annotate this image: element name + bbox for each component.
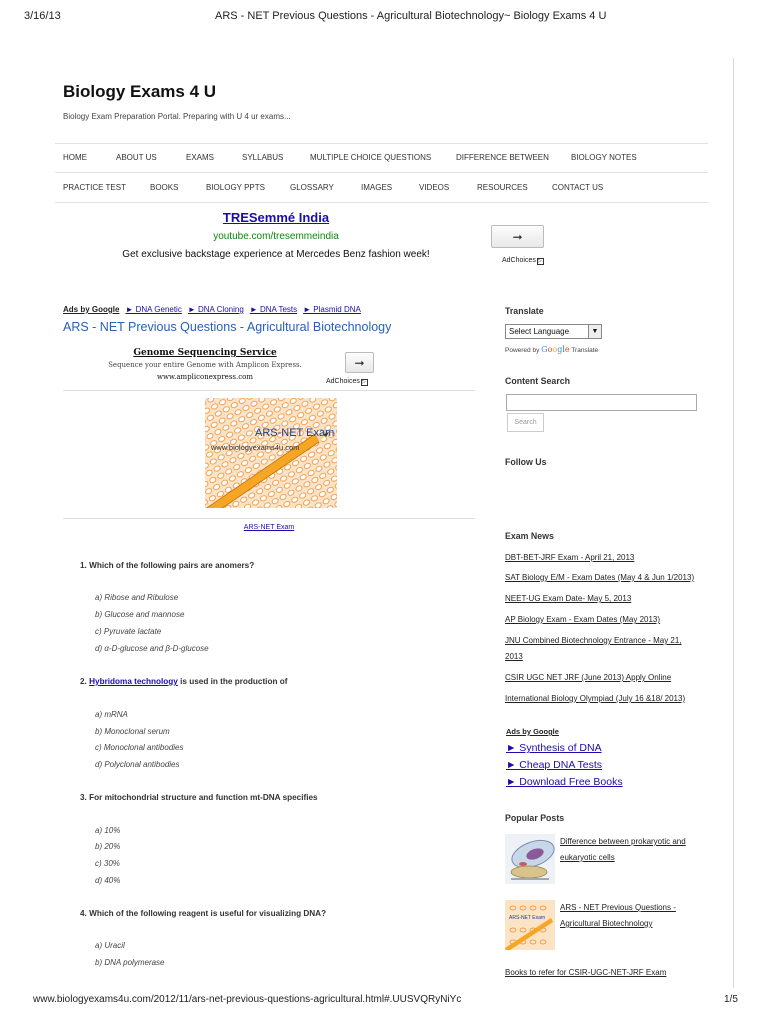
question-3-option-d: d) 40% bbox=[95, 876, 121, 885]
thumbnail-text: ARS-NET Exam bbox=[509, 915, 546, 921]
image-text-title: ARS-NET Exam bbox=[255, 427, 335, 439]
search-button[interactable]: Search bbox=[507, 413, 544, 432]
question-4: 4. Which of the following reagent is useful for visualizing DNA? bbox=[80, 909, 327, 918]
nav-item-multiple-choice-questions[interactable]: MULTIPLE CHOICE QUESTIONS bbox=[310, 153, 432, 162]
question-1-option-c: c) Pyruvate lactate bbox=[95, 627, 162, 636]
nav-item-about-us[interactable]: ABOUT US bbox=[116, 153, 157, 162]
arrow-right-icon: ➞ bbox=[512, 229, 523, 244]
sidebar-ad-link-download-free-books[interactable]: ► Download Free Books bbox=[506, 776, 623, 788]
image-text-url: www.biologyexams4u.com bbox=[211, 443, 300, 452]
inline-ad-title[interactable]: Genome Sequencing Service bbox=[133, 348, 277, 358]
exam-news-item[interactable]: CSIR UGC NET JRF (June 2013) Apply Online bbox=[505, 673, 672, 682]
nav-item-resources[interactable]: RESOURCES bbox=[477, 183, 528, 192]
ad-link-dna-genetic[interactable]: ► DNA Genetic bbox=[125, 305, 182, 314]
question-2: 2. Hybridoma technology is used in the production of bbox=[80, 677, 288, 686]
question-1-option-a: a) Ribose and Ribulose bbox=[95, 593, 179, 602]
site-tagline: Biology Exam Preparation Portal. Preparing with U 4 ur exams... bbox=[63, 112, 291, 121]
ars-net-exam-image bbox=[205, 398, 337, 508]
search-input[interactable] bbox=[506, 394, 697, 411]
nav-item-practice-test[interactable]: PRACTICE TEST bbox=[63, 183, 126, 192]
print-date: 3/16/13 bbox=[24, 10, 61, 22]
translate-label: Translate bbox=[571, 347, 599, 354]
ad-link-plasmid-dna[interactable]: ► Plasmid DNA bbox=[303, 305, 361, 314]
exam-news-item[interactable]: International Biology Olympiad (July 16 &18/ 2013) bbox=[505, 694, 686, 703]
question-2-option-c: c) Monoclonal antibodies bbox=[95, 743, 184, 752]
top-ad-description: Get exclusive backstage experience at Mercedes Benz fashion week! bbox=[122, 249, 430, 260]
sidebar-ads-by-google-label[interactable]: Ads by Google bbox=[506, 727, 559, 736]
page-edge-rule bbox=[733, 58, 734, 988]
nav-divider-bottom bbox=[55, 202, 708, 203]
ars-net-thumbnail[interactable] bbox=[505, 900, 555, 950]
ad-link-dna-tests[interactable]: ► DNA Tests bbox=[249, 305, 298, 314]
ads-by-google-label[interactable]: Ads by Google bbox=[63, 305, 120, 314]
question-2-option-d: d) Polyclonal antibodies bbox=[95, 760, 180, 769]
inline-ad-arrow-button[interactable] bbox=[345, 352, 374, 373]
adchoices-label: AdChoices bbox=[326, 378, 360, 385]
adchoices-label: AdChoices bbox=[502, 257, 536, 264]
exam-news-item[interactable]: SAT Biology E/M - Exam Dates (May 4 & Jun 1/2013) bbox=[505, 573, 695, 582]
nav-item-books[interactable]: BOOKS bbox=[150, 183, 179, 192]
nav-item-contact-us[interactable]: CONTACT US bbox=[552, 183, 604, 192]
sidebar-ad-link-synthesis-of-dna[interactable]: ► Synthesis of DNA bbox=[506, 742, 602, 754]
nav-divider-middle bbox=[55, 172, 708, 173]
question-2-option-b: b) Monoclonal serum bbox=[95, 727, 170, 736]
print-title: ARS - NET Previous Questions - Agricultural Biotechnology~ Biology Exams 4 U bbox=[215, 10, 607, 22]
popular-post-ars-net[interactable]: ARS - NET Previous Questions - bbox=[560, 903, 676, 912]
nav-divider-top bbox=[55, 143, 708, 144]
adchoices-icon: ▷ bbox=[537, 258, 544, 265]
ad-links-row bbox=[63, 305, 380, 314]
exam-news-item[interactable]: JNU Combined Biotechnology Entrance - May 21, bbox=[505, 636, 682, 645]
exam-news-item[interactable]: NEET-UG Exam Date- May 5, 2013 bbox=[505, 594, 632, 603]
question-4-option-a: a) Uracil bbox=[95, 941, 125, 950]
google-logo: Google bbox=[541, 345, 570, 354]
content-divider bbox=[63, 390, 475, 391]
popular-posts-heading: Popular Posts bbox=[505, 813, 565, 823]
popular-post-prokaryotic-eukaryotic-line2[interactable]: eukaryotic cells bbox=[560, 853, 615, 862]
top-ad-url[interactable]: youtube.com/tresemmeindia bbox=[213, 231, 339, 242]
nav-item-biology-notes[interactable]: BIOLOGY NOTES bbox=[571, 153, 637, 162]
nav-item-images[interactable]: IMAGES bbox=[361, 183, 393, 192]
adchoices-icon: ▷ bbox=[361, 379, 368, 386]
nav-item-glossary[interactable]: GLOSSARY bbox=[290, 183, 334, 192]
cell-thumbnail[interactable] bbox=[505, 834, 555, 884]
nav-item-videos[interactable]: VIDEOS bbox=[419, 183, 450, 192]
image-caption[interactable]: ARS-NET Exam bbox=[243, 524, 295, 531]
exam-news-item[interactable]: AP Biology Exam - Exam Dates (May 2013) bbox=[505, 615, 661, 624]
top-ad-title[interactable]: TRESemmé India bbox=[222, 210, 330, 225]
follow-us-heading: Follow Us bbox=[505, 457, 547, 467]
popular-post-ars-net-line2[interactable]: Agricultural Biotechnology bbox=[560, 919, 653, 928]
question-1: 1. Which of the following pairs are anomers? bbox=[80, 561, 255, 570]
sidebar-ad-link-cheap-dna-tests[interactable]: ► Cheap DNA Tests bbox=[506, 759, 602, 771]
translate-heading: Translate bbox=[505, 306, 544, 316]
question-2-option-a: a) mRNA bbox=[95, 710, 128, 719]
top-ad-arrow-button[interactable] bbox=[491, 225, 544, 248]
powered-by-label: Powered by bbox=[505, 347, 540, 354]
inline-ad-url[interactable]: www.ampliconexpress.com bbox=[156, 373, 254, 381]
image-divider bbox=[63, 518, 475, 519]
inline-ad-adchoices[interactable] bbox=[326, 378, 368, 386]
nav-item-syllabus[interactable]: SYLLABUS bbox=[242, 153, 284, 162]
nav-item-home[interactable]: HOME bbox=[63, 153, 87, 162]
question-4-option-b: b) DNA polymerase bbox=[95, 958, 165, 967]
hybridoma-technology-link[interactable]: Hybridoma technology bbox=[89, 677, 178, 686]
question-3-option-b: b) 20% bbox=[95, 842, 121, 851]
print-footer-url: www.biologyexams4u.com/2012/11/ars-net-previous-questions-agricultural.html#.UUSVQRyNiYc bbox=[33, 994, 462, 1005]
nav-item-biology-ppts[interactable]: BIOLOGY PPTS bbox=[206, 183, 265, 192]
nav-item-exams[interactable]: EXAMS bbox=[186, 153, 215, 162]
exam-news-item[interactable]: DBT-BET-JRF Exam - April 21, 2013 bbox=[505, 553, 635, 562]
question-3-option-c: c) 30% bbox=[95, 859, 120, 868]
nav-item-difference-between[interactable]: DIFFERENCE BETWEEN bbox=[456, 153, 549, 162]
question-1-option-d: d) α-D-glucose and β-D-glucose bbox=[95, 644, 209, 653]
popular-post-prokaryotic-eukaryotic[interactable]: Difference between prokaryotic and bbox=[560, 837, 686, 846]
site-title[interactable]: Biology Exams 4 U bbox=[63, 82, 217, 101]
language-select[interactable] bbox=[505, 324, 602, 339]
exam-news-heading: Exam News bbox=[505, 531, 554, 541]
question-3-option-a: a) 10% bbox=[95, 826, 121, 835]
ad-link-dna-cloning[interactable]: ► DNA Cloning bbox=[187, 305, 244, 314]
inline-ad-description: Sequence your entire Genome with Amplicon Express. bbox=[108, 361, 302, 369]
print-page-number: 1/5 bbox=[724, 994, 738, 1005]
popular-post-books-csir[interactable]: Books to refer for CSIR-UGC-NET-JRF Exam bbox=[505, 968, 667, 977]
arrow-right-icon: ➞ bbox=[354, 355, 365, 370]
post-title[interactable]: ARS - NET Previous Questions - Agricultural Biotechnology bbox=[63, 320, 392, 334]
powered-by-google[interactable] bbox=[505, 345, 598, 354]
top-ad-adchoices[interactable] bbox=[502, 257, 544, 265]
question-1-option-b: b) Glucose and mannose bbox=[95, 610, 185, 619]
content-search-heading: Content Search bbox=[505, 376, 571, 386]
chevron-down-icon: ▼ bbox=[588, 325, 601, 338]
language-select-value: Select Language bbox=[509, 327, 570, 336]
question-3: 3. For mitochondrial structure and function mt-DNA specifies bbox=[80, 793, 318, 802]
exam-news-item-continued[interactable]: 2013 bbox=[505, 652, 523, 661]
